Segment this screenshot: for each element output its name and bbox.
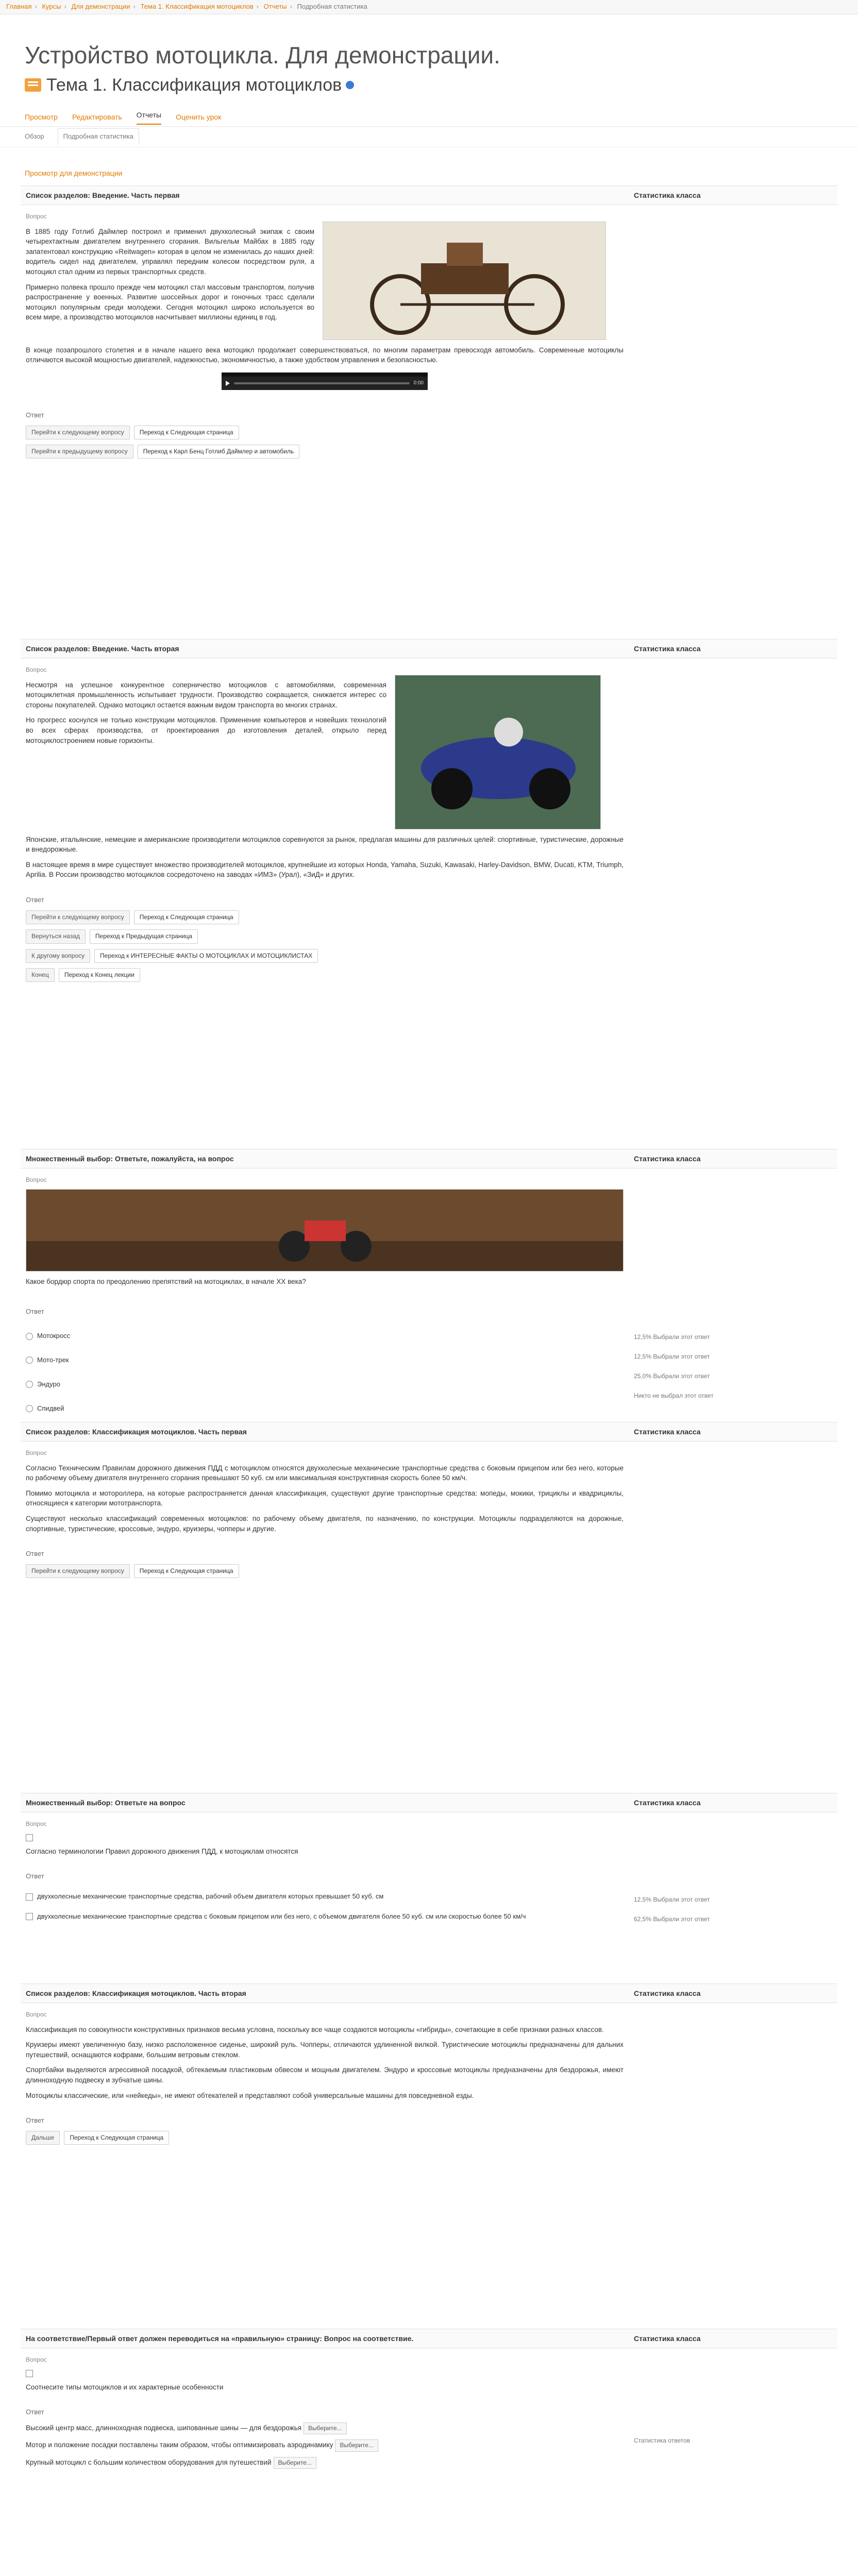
jump-target[interactable]: Переход к Конец лекции [59, 968, 140, 982]
checkbox[interactable] [26, 1834, 33, 1841]
stats-header: Статистика класса [634, 1989, 701, 1997]
answer-label: Ответ [26, 2408, 44, 2416]
stats-header: Статистика класса [634, 191, 701, 199]
option-stat: Никто не выбрал этот ответ [634, 1392, 714, 1399]
option-stat: 12,5% Выбрали этот ответ [634, 1352, 710, 1360]
audio-player[interactable] [222, 372, 428, 390]
option-checkbox[interactable] [26, 1893, 33, 1901]
stats-header: Статистика класса [634, 2334, 701, 2343]
option-radio[interactable] [26, 1357, 33, 1364]
match-row [26, 2457, 624, 2469]
paragraph: Согласно Техническим Правилам дорожного движения ПДД с мотоциклом относятся двухколесные механические транспортные средства с боковым прицепом или без него, которые по рабочему объему двигателя внутреннего сгорания превышают 50 куб. см или максимальная конструктивная скорость более 50 км/ч. [26, 1464, 624, 1482]
jump-button[interactable]: Перейти к предыдущему вопросу [26, 445, 133, 459]
question-block-1 [21, 185, 837, 466]
paragraph: Существуют несколько классификаций современных мотоциклов: по рабочему объему двигателя, по назначению, по конструкции. Мотоциклы подразделяются на дорожные, спортивные, туристические, кроссовые, эндуро, круизеры, чопперы и другие. [26, 1514, 624, 1533]
question-title: На соответствие/Первый ответ должен переводиться на «правильную» страницу: Вопрос на соответствие. [26, 2334, 414, 2343]
option-stat: 12,5% Выбрали этот ответ [634, 1333, 710, 1341]
review-link[interactable]: Просмотр для демонстрации [25, 168, 123, 177]
page-title: Устройство мотоцикла. Для демонстрации. [25, 42, 500, 69]
motorcycle-photo [323, 222, 606, 340]
question-block-5 [21, 1793, 837, 1936]
option-label: двухколесные механические транспортные средства с боковым прицепом или без него, с объемом двигателя более 50 куб. см или скоростью более 50 км/ч [37, 1912, 526, 1920]
match-row [26, 2422, 624, 2434]
paragraph: В конце позапрошлого столетия и в начале нашего века мотоцикл продолжает совершенствоваться, по многим параметрам превосходя автомобиль. Современные мотоциклы отличаются высокой мощностью двигателей, надежностью, экономичностью, а также удобством управления и безопасностью. [26, 346, 624, 364]
question-label: Вопрос [26, 1449, 47, 1457]
answer-label: Ответ [26, 1550, 44, 1558]
tab-reports[interactable]: Отчеты [137, 110, 161, 124]
answer-label: Ответ [26, 1872, 44, 1880]
checkbox[interactable] [26, 2370, 33, 2377]
jump-button[interactable]: Перейти к следующему вопросу [26, 1564, 130, 1578]
stats-header: Статистика класса [634, 645, 701, 653]
option-stat: 62,5% Выбрали этот ответ [634, 1915, 710, 1923]
question-text: Согласно терминологии Правил дорожного движения ПДД, к мотоциклам относятся [26, 1847, 298, 1855]
breadcrumb: Главная › Курсы › Для демонстрации › Тема 1. Классификация мотоциклов › Отчеты › Подробная статистика [0, 0, 858, 14]
jump-target[interactable]: Переход к Следующая страница [64, 2131, 169, 2145]
paragraph: Классификация по совокупности конструктивных признаков весьма условна, поскольку все чаще создаются мотоциклы «гибриды», сочетающие в себе признаки разных классов. [26, 2025, 604, 2033]
question-label: Вопрос [26, 1176, 47, 1184]
question-block-4 [21, 1422, 837, 1585]
tab-detailed-stats[interactable]: Подробная статистика [58, 128, 139, 145]
match-select[interactable]: Выберите... [335, 2439, 378, 2451]
jump-target[interactable]: Переход к Карл Бенц Готлиб Даймлер и автомобиль [138, 445, 300, 459]
question-title: Множественный выбор: Ответьте на вопрос [26, 1799, 186, 1807]
question-text: Какое бордюр спорта по преодолению препятствий на мотоциклах, в начале XX века? [26, 1277, 306, 1285]
match-text: Крупный мотоцикл с большим количеством оборудования для путешествий [26, 2458, 272, 2466]
jump-button[interactable]: К другому вопросу [26, 949, 90, 963]
breadcrumb-courses[interactable]: Курсы [42, 3, 61, 10]
player-time: 0:00 [413, 380, 424, 386]
jump-target[interactable]: Переход к Следующая страница [134, 426, 239, 439]
question-block-3 [21, 1149, 837, 1420]
help-icon[interactable] [346, 81, 354, 89]
jump-target[interactable]: Переход к Предыдущая страница [90, 929, 198, 943]
question-label: Вопрос [26, 1820, 47, 1828]
jump-button[interactable]: Перейти к следующему вопросу [26, 426, 130, 439]
lesson-icon [25, 78, 41, 92]
breadcrumb-lesson[interactable]: Тема 1. Классификация мотоциклов [140, 3, 254, 10]
stats-header: Статистика класса [634, 1155, 701, 1163]
question-text: Соотнесите типы мотоциклов и их характерные особенности [26, 2383, 224, 2391]
option-label: Мотокросс [37, 1332, 71, 1340]
breadcrumb-current: Подробная статистика [297, 3, 367, 10]
answer-label: Ответ [26, 2116, 44, 2125]
jump-button[interactable]: Перейти к следующему вопросу [26, 910, 130, 924]
breadcrumb-home[interactable]: Главная [6, 3, 32, 10]
answer-label: Ответ [26, 895, 44, 904]
jump-button[interactable]: Дальше [26, 2131, 60, 2145]
option-label: Эндуро [37, 1380, 60, 1388]
question-block-7 [21, 2329, 837, 2476]
secondary-tabs [0, 127, 858, 147]
seek-bar[interactable] [234, 382, 410, 384]
motocross-photo [26, 1189, 624, 1272]
option-radio[interactable] [26, 1381, 33, 1388]
option-stat: 25,0% Выбрали этот ответ [634, 1372, 710, 1380]
question-title: Список разделов: Введение. Часть вторая [26, 645, 179, 653]
paragraph: Помимо мотоцикла и мотороллера, на которые распространяется данная классификация, существуют другие транспортные средства: мопеды, мокики, трициклы и квадрициклы, относящиеся к категории мототранспорта. [26, 1489, 624, 1507]
option-radio[interactable] [26, 1405, 33, 1412]
tab-edit[interactable]: Редактировать [72, 113, 122, 122]
paragraph: Круизеры имеют увеличенную базу, низко расположенное сиденье, широкий руль. Чопперы, отличаются удлиненной вилкой. Туристические мотоциклы предназначены для дальних путешествий, оснащаются кофрами, большим ветровым стеклом. [26, 2041, 624, 2059]
option-label: двухколесные механические транспортные средства, рабочий объем двигателя которых превышает 50 куб. см [37, 1892, 384, 1901]
question-block-2 [21, 639, 837, 989]
paragraph: Примерно полвека прошло прежде чем мотоцикл стал массовым транспортом, получив распространение у военных. Развитие шоссейных дорог и гоночных трасс сделали мотоцикл популярным среди молодежи. Сегодня мотоцикл широко используется во всем мире, а производство мотоциклов насчитывает миллионы единиц в год. [26, 283, 314, 321]
lesson-title: Тема 1. Классификация мотоциклов [46, 75, 342, 95]
match-select[interactable]: Выберите... [274, 2457, 316, 2469]
sportbike-photo [395, 675, 601, 829]
option-label: Мото-трек [37, 1355, 69, 1364]
primary-tabs [0, 108, 858, 127]
paragraph: Но прогресс коснулся не только конструкции мотоциклов. Применение компьютеров и новейших технологий во всех сферах производства, от проектирования до изготовления деталей, открыло перед мотоциклостроением новые горизонты. [26, 716, 386, 744]
tab-view[interactable]: Просмотр [25, 113, 58, 122]
jump-target[interactable]: Переход к ИНТЕРЕСНЫЕ ФАКТЫ О МОТОЦИКЛАХ И МОТОЦИКЛИСТАХ [94, 949, 318, 963]
question-title: Список разделов: Введение. Часть первая [26, 191, 180, 199]
question-label: Вопрос [26, 213, 47, 221]
question-label: Вопрос [26, 2356, 47, 2364]
breadcrumb-course[interactable]: Для демонстрации [71, 3, 130, 10]
option-checkbox[interactable] [26, 1913, 33, 1920]
jump-target[interactable]: Переход к Следующая страница [134, 1564, 239, 1578]
match-select[interactable]: Выберите... [304, 2422, 346, 2434]
paragraph: Японские, итальянские, немецкие и американские производители мотоциклов соревнуются за рынок, предлагая машины для различных целей: спортивные, туристические, дорожные и внедорожные. [26, 835, 624, 854]
match-stat: Статистика ответов [634, 2436, 691, 2444]
option-radio[interactable] [26, 1333, 33, 1340]
question-label: Вопрос [26, 2011, 47, 2019]
question-title: Список разделов: Классификация мотоциклов. Часть первая [26, 1428, 247, 1436]
match-text: Высокий центр масс, длинноходная подвеска, шипованные шины — для бездорожья [26, 2424, 302, 2432]
answer-label: Ответ [26, 411, 44, 419]
paragraph: Несмотря на успешное конкурентное соперничество мотоциклов с автомобилями, современная мотоциклетная промышленность испытывает трудности. Производство сокращается, снижается интерес со стороны покупателей. Однако мотоцикл остается важным видом транспорта во многих странах. [26, 681, 386, 709]
paragraph: Мотоциклы классические, или «нейкеды», не имеют обтекателей и представляют собой универсальные машины для повседневной езды. [26, 2091, 474, 2099]
question-block-6 [21, 1984, 837, 2152]
jump-button[interactable]: Вернуться назад [26, 929, 86, 943]
question-label: Вопрос [26, 666, 47, 674]
answer-label: Ответ [26, 1308, 44, 1316]
stats-header: Статистика класса [634, 1799, 701, 1807]
match-row [26, 2439, 624, 2451]
question-title: Список разделов: Классификация мотоциклов. Часть вторая [26, 1989, 246, 1997]
option-stat: 12,5% Выбрали этот ответ [634, 1895, 710, 1903]
breadcrumb-reports[interactable]: Отчеты [263, 3, 287, 10]
jump-target[interactable]: Переход к Следующая страница [134, 910, 239, 924]
play-icon[interactable] [226, 381, 230, 386]
stats-header: Статистика класса [634, 1428, 701, 1436]
option-label: Спидвей [37, 1404, 64, 1412]
match-text: Мотор и положение посадки поставлены таким образом, чтобы оптимизировать аэродинамику [26, 2441, 333, 2449]
tab-overview[interactable]: Обзор [25, 132, 44, 140]
jump-button[interactable]: Конец [26, 968, 55, 982]
paragraph: В 1885 году Готлиб Даймлер построил и применил двухколесный экипаж с своим четырехтактным двигателем внутреннего сгорания. Вильгельм Майбах в 1885 году запатентовал конструкцию «Reitwagen» которая в целом не изменилась до наших дней: водитель сидел над двигателем, управлял передним колесом посредством руля, а мотоцикл стал одним из первых транспортных средств. [26, 227, 314, 276]
paragraph: Спортбайки выделяются агрессивной посадкой, обтекаемым пластиковым обвесом и мощным двигателем. Эндуро и кроссовые мотоциклы предназначены для бездорожья, имеют длинноходную подвеску и зубчатые шины. [26, 2066, 624, 2084]
tab-grade[interactable]: Оценить урок [176, 113, 222, 122]
paragraph: В настоящее время в мире существует множество производителей мотоциклов, крупнейшие из которых Honda, Yamaha, Suzuki, Kawasaki, Harley-Davidson, BMW, Ducati, KTM, Triumph, Aprilia. В России производство мотоциклов сосредоточено на заводах «ИМЗ» (Урал), «ЗиД» и других. [26, 860, 624, 879]
question-title: Множественный выбор: Ответьте, пожалуйста, на вопрос [26, 1155, 234, 1163]
